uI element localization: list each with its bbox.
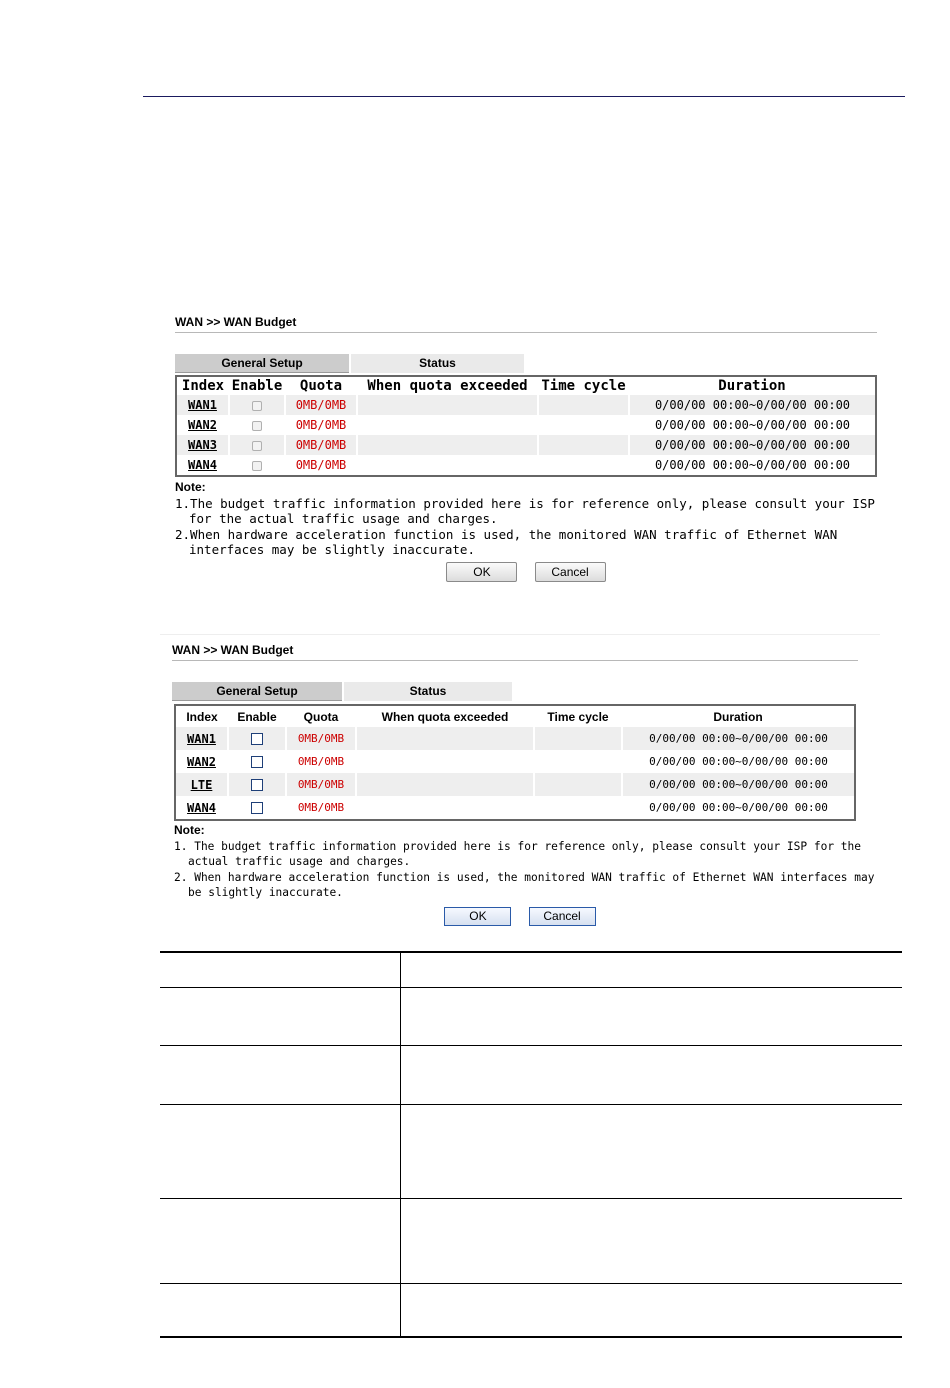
- duration-value: 0/00/00 00:00~0/00/00 00:00: [622, 727, 854, 750]
- description-row: [160, 1045, 902, 1104]
- quota-value: 0MB/0MB: [285, 415, 357, 435]
- wan-link[interactable]: WAN1: [188, 398, 217, 412]
- duration-value: 0/00/00 00:00~0/00/00 00:00: [629, 435, 875, 455]
- when-exceeded-value: [356, 727, 534, 750]
- table-row: [177, 455, 875, 475]
- quota-value: 0MB/0MB: [285, 395, 357, 415]
- table-header-row: [176, 706, 854, 727]
- col-when-quota-exceeded: When quota exceeded: [381, 709, 509, 724]
- duration-value: 0/00/00 00:00~0/00/00 00:00: [629, 395, 875, 415]
- duration-value: 0/00/00 00:00~0/00/00 00:00: [622, 773, 854, 796]
- wan-link[interactable]: WAN1: [187, 731, 216, 746]
- enable-checkbox[interactable]: [252, 421, 262, 431]
- enable-checkbox[interactable]: [252, 441, 262, 451]
- wan-link[interactable]: WAN4: [188, 458, 217, 472]
- time-cycle-value: [538, 415, 629, 435]
- time-cycle-value: [534, 773, 622, 796]
- time-cycle-value: [538, 435, 629, 455]
- wan-link[interactable]: WAN2: [187, 754, 216, 769]
- quota-value: 0MB/0MB: [286, 796, 356, 819]
- duration-value: 0/00/00 00:00~0/00/00 00:00: [649, 755, 828, 768]
- wan-link[interactable]: WAN3: [188, 438, 217, 452]
- enable-checkbox[interactable]: [252, 461, 262, 471]
- col-quota: Quota: [303, 709, 339, 724]
- table-row: [176, 773, 854, 796]
- note-item: 2.When hardware acceleration function is used, the monitored WAN traffic of Ethernet WAN interfaces may be slightly inaccurate.: [175, 526, 838, 557]
- time-cycle-value: [534, 727, 622, 750]
- table-row: [177, 435, 875, 455]
- quota-value: 0MB/0MB: [285, 435, 357, 455]
- time-cycle-value: [534, 796, 622, 819]
- table-row: [176, 796, 854, 819]
- quota-value: 0MB/0MB: [285, 455, 357, 475]
- when-exceeded-value: [356, 796, 534, 819]
- table-row: [176, 750, 854, 773]
- description-row: [160, 1283, 902, 1337]
- wan-budget-panel-2: [160, 634, 880, 926]
- wan-link[interactable]: WAN4: [187, 800, 216, 815]
- note-item: 1.The budget traffic information provided here is for reference only, please consult your ISP for the actual traffic usage and charges.: [175, 495, 875, 526]
- col-enable: Enable: [237, 709, 277, 724]
- tab-general-setup[interactable]: General Setup: [175, 354, 349, 373]
- when-exceeded-value: [357, 435, 538, 455]
- time-cycle-value: [538, 395, 629, 415]
- when-exceeded-value: [356, 750, 534, 773]
- tab-bar: [160, 682, 880, 701]
- col-duration: Duration: [718, 378, 786, 394]
- note-heading: Note:: [174, 823, 205, 837]
- col-quota: Quota: [299, 378, 343, 394]
- col-time-cycle: Time cycle: [541, 378, 626, 394]
- page-title: WAN >> WAN Budget: [175, 315, 297, 329]
- ok-button[interactable]: OK: [444, 907, 511, 926]
- description-row: [160, 987, 902, 1045]
- page-header-rule: [143, 96, 905, 97]
- tab-general-setup[interactable]: General Setup: [172, 682, 342, 701]
- table-row: [177, 415, 875, 435]
- quota-value: 0MB/0MB: [286, 727, 356, 750]
- duration-value: 0/00/00 00:00~0/00/00 00:00: [654, 458, 851, 472]
- note-heading: Note:: [175, 480, 206, 494]
- time-cycle-value: [534, 750, 622, 773]
- table-header-row: [177, 377, 875, 395]
- page-title: WAN >> WAN Budget: [172, 643, 294, 657]
- note-item: 2. When hardware acceleration function is used, the monitored WAN traffic of Ethernet WAN interfaces may be slightly inaccurate.: [174, 870, 875, 899]
- wan-budget-table: [175, 375, 877, 477]
- table-row: [176, 727, 854, 750]
- quota-value: 0MB/0MB: [286, 773, 356, 796]
- enable-checkbox[interactable]: [251, 779, 263, 791]
- wan-link[interactable]: WAN2: [188, 418, 217, 432]
- col-time-cycle: Time cycle: [547, 709, 609, 724]
- when-exceeded-value: [357, 415, 538, 435]
- col-duration: Duration: [713, 709, 763, 724]
- col-when-quota-exceeded: When quota exceeded: [367, 378, 528, 394]
- when-exceeded-value: [356, 773, 534, 796]
- enable-checkbox[interactable]: [251, 733, 263, 745]
- wan-budget-panel-1: [175, 312, 877, 582]
- duration-value: 0/00/00 00:00~0/00/00 00:00: [654, 418, 851, 432]
- cancel-button[interactable]: Cancel: [529, 907, 596, 926]
- description-row: [160, 1104, 902, 1198]
- tab-status[interactable]: Status: [349, 354, 524, 373]
- quota-value: 0MB/0MB: [286, 750, 356, 773]
- wan-budget-table: [174, 704, 856, 821]
- table-row: [177, 395, 875, 415]
- button-row: [175, 561, 877, 582]
- duration-value: 0/00/00 00:00~0/00/00 00:00: [649, 801, 828, 814]
- tab-bar: [175, 354, 877, 373]
- tab-status[interactable]: Status: [342, 682, 512, 701]
- description-header-row: [160, 952, 902, 987]
- note-item: 1. The budget traffic information provided here is for reference only, please consult your ISP for the actual traffic usage and charges.: [174, 839, 862, 868]
- col-index: Index: [186, 709, 218, 724]
- description-row: [160, 1198, 902, 1283]
- notes-section: [160, 823, 880, 901]
- button-row: [160, 905, 880, 926]
- col-enable: Enable: [231, 378, 283, 394]
- enable-checkbox[interactable]: [251, 802, 263, 814]
- when-exceeded-value: [357, 395, 538, 415]
- enable-checkbox[interactable]: [252, 401, 262, 411]
- ok-button[interactable]: OK: [446, 562, 517, 582]
- notes-section: [175, 480, 877, 558]
- col-index: Index: [181, 378, 225, 394]
- cancel-button[interactable]: Cancel: [535, 562, 606, 582]
- enable-checkbox[interactable]: [251, 756, 263, 768]
- lte-link[interactable]: LTE: [190, 777, 213, 792]
- time-cycle-value: [538, 455, 629, 475]
- when-exceeded-value: [357, 455, 538, 475]
- description-table: [160, 951, 902, 1338]
